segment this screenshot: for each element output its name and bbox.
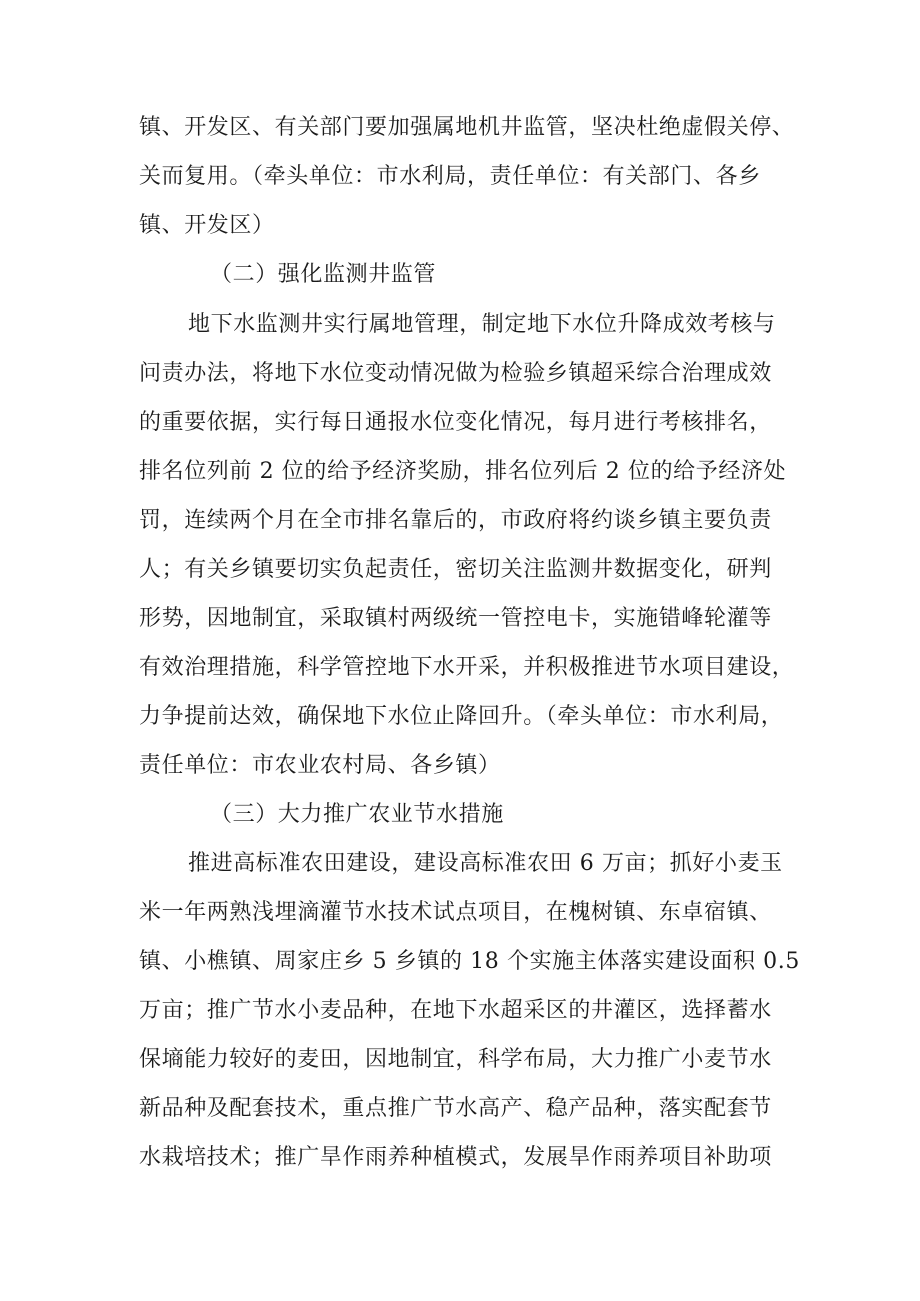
text-line: 人；有关乡镇要切实负起责任，密切关注监测井数据变化，研判 xyxy=(139,557,772,582)
paragraph-first-line: 地下水监测井实行属地管理，制定地下水位升降成效考核与 xyxy=(188,312,776,337)
text-line: 万亩；推广节水小麦品种，在地下水超采区的井灌区，选择蓄水 xyxy=(139,998,772,1023)
text-line: 力争提前达效，确保地下水位止降回升。（牵头单位：市水利局， xyxy=(139,704,784,729)
text-line: 责任单位：市农业农村局、各乡镇） xyxy=(139,753,501,778)
section-heading-3: （三）大力推广农业节水措施 xyxy=(210,802,504,827)
text-line: 水栽培技术；推广旱作雨养种植模式，发展旱作雨养项目补助项 xyxy=(139,1145,772,1170)
text-line: 镇、小樵镇、周家庄乡 5 乡镇的 18 个实施主体落实建设面积 0.5 xyxy=(139,949,800,974)
text-line: 排名位列前 2 位的给予经济奖励，排名位列后 2 位的给予经济处 xyxy=(139,459,787,484)
paragraph-first-line: 推进高标准农田建设，建设高标准农田 6 万亩；抓好小麦玉 xyxy=(188,851,783,876)
text-line: 关而复用。（牵头单位：市水利局，责任单位：有关部门、各乡 xyxy=(139,164,761,189)
section-heading-2: （二）强化监测井监管 xyxy=(210,262,437,287)
text-line: 的重要依据，实行每日通报水位变化情况，每月进行考核排名， xyxy=(139,410,772,435)
text-line: 保墒能力较好的麦田，因地制宜，科学布局，大力推广小麦节水 xyxy=(139,1047,772,1072)
text-line: 米一年两熟浅埋滴灌节水技术试点项目，在槐树镇、东卓宿镇、 xyxy=(139,900,772,925)
text-line: 问责办法，将地下水位变动情况做为检验乡镇超采综合治理成效 xyxy=(139,361,772,386)
text-line: 形势，因地制宜，采取镇村两级统一管控电卡，实施错峰轮灌等 xyxy=(139,606,772,631)
text-line: 新品种及配套技术，重点推广节水高产、稳产品种，落实配套节 xyxy=(139,1096,772,1121)
text-line: 罚，连续两个月在全市排名靠后的，市政府将约谈乡镇主要负责 xyxy=(139,508,772,533)
text-line: 有效治理措施，科学管控地下水开采，并积极推进节水项目建设， xyxy=(139,655,795,680)
text-line: 镇、开发区） xyxy=(139,213,275,238)
text-line: 镇、开发区、有关部门要加强属地机井监管，坚决杜绝虚假关停、 xyxy=(139,115,795,140)
